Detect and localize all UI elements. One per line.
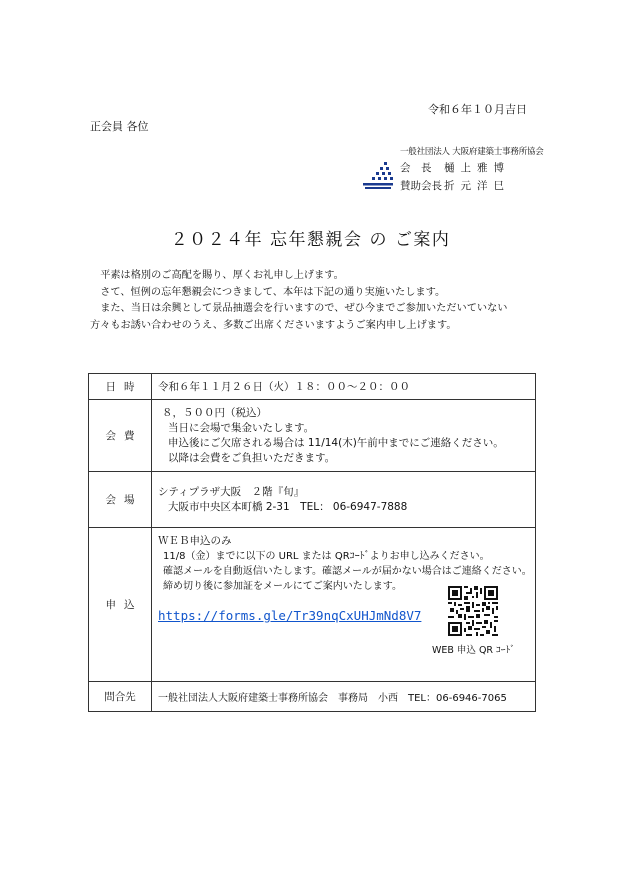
issue-date: 令和６年１０月吉日 <box>428 103 527 116</box>
qr-caption: WEB 申込 QR ｺｰﾄﾞ <box>432 645 516 656</box>
venue-name: シティプラザ大阪 ２階『旬』 <box>158 485 305 498</box>
organization-name: 一般社団法人 大阪府建築士事務所協会 <box>400 147 544 157</box>
fee-note: 当日に会場で集金いたします。 <box>168 421 315 434</box>
qr-code-icon[interactable] <box>448 586 498 636</box>
contact-label: 問合先 <box>89 682 152 712</box>
application-form-link[interactable]: https://forms.gle/Tr39nqCxUHJmNd8V7 <box>158 608 422 623</box>
signatory-row <box>400 178 536 193</box>
fee-amount: ８，５００円（税込） <box>162 406 267 419</box>
fee-note: 以降は会費をご負担いただきます。 <box>168 451 336 464</box>
application-instruction: 締め切り後に参加証をメールにてご案内いたします。 <box>163 581 402 592</box>
signatory-name: 樋上雅博 <box>444 162 510 174</box>
application-method: ＷＥＢ申込のみ <box>158 535 232 547</box>
sender-block <box>400 145 544 193</box>
application-label: 申込 <box>89 528 152 682</box>
association-logo-icon <box>362 160 394 190</box>
contact-row <box>89 682 536 712</box>
datetime-value: 令和６年１１月２６日（火）１８：００～２０：００ <box>152 374 536 400</box>
intro-line: 平素は格別のご高配を賜り、厚くお礼申し上げます。 <box>100 270 344 281</box>
recipient: 正会員 各位 <box>90 120 149 133</box>
signatory-role: 賛助会長 <box>400 180 442 192</box>
application-instruction: 11/8（金）までに以下の URL または QRｺｰﾄﾞよりお申し込みください。 <box>163 551 490 562</box>
venue-row <box>89 472 536 528</box>
signatory-role: 会 長 <box>400 162 432 174</box>
application-instruction: 確認メールを自動返信いたします。確認メールが届かない場合はご連絡ください。 <box>163 566 532 577</box>
intro-line: さて、恒例の忘年懇親会につきまして、本年は下記の通り実施いたします。 <box>100 286 446 298</box>
page-title: ２０２４年 忘年懇親会 の ご案内 <box>170 230 451 250</box>
application-row <box>89 528 536 682</box>
fee-note: 申込後にご欠席される場合は 11/14(木)午前中までにご連絡ください。 <box>168 436 504 449</box>
signatory-name: 折元洋巳 <box>444 180 510 192</box>
signatory-row <box>400 160 536 175</box>
intro-line: 方々もお誘い合わせのうえ、多数ご出席くださいますようご案内申し上げます。 <box>90 319 457 331</box>
fee-label: 会費 <box>89 400 152 472</box>
intro-line: また、当日は余興として景品抽選会を行いますので、ぜひ今までご参加いただいていない <box>100 303 508 314</box>
fee-row <box>89 400 536 472</box>
datetime-label: 日時 <box>89 374 152 400</box>
intro-paragraph <box>90 268 540 334</box>
datetime-row <box>89 374 536 400</box>
venue-label: 会場 <box>89 472 152 528</box>
contact-value: 一般社団法人大阪府建築士事務所協会 事務局 小西 TEL：06-6946-7065 <box>152 682 536 712</box>
venue-address: 大阪市中央区本町橋 2-31 TEL： 06-6947-7888 <box>168 500 408 513</box>
event-details-table <box>88 373 536 712</box>
